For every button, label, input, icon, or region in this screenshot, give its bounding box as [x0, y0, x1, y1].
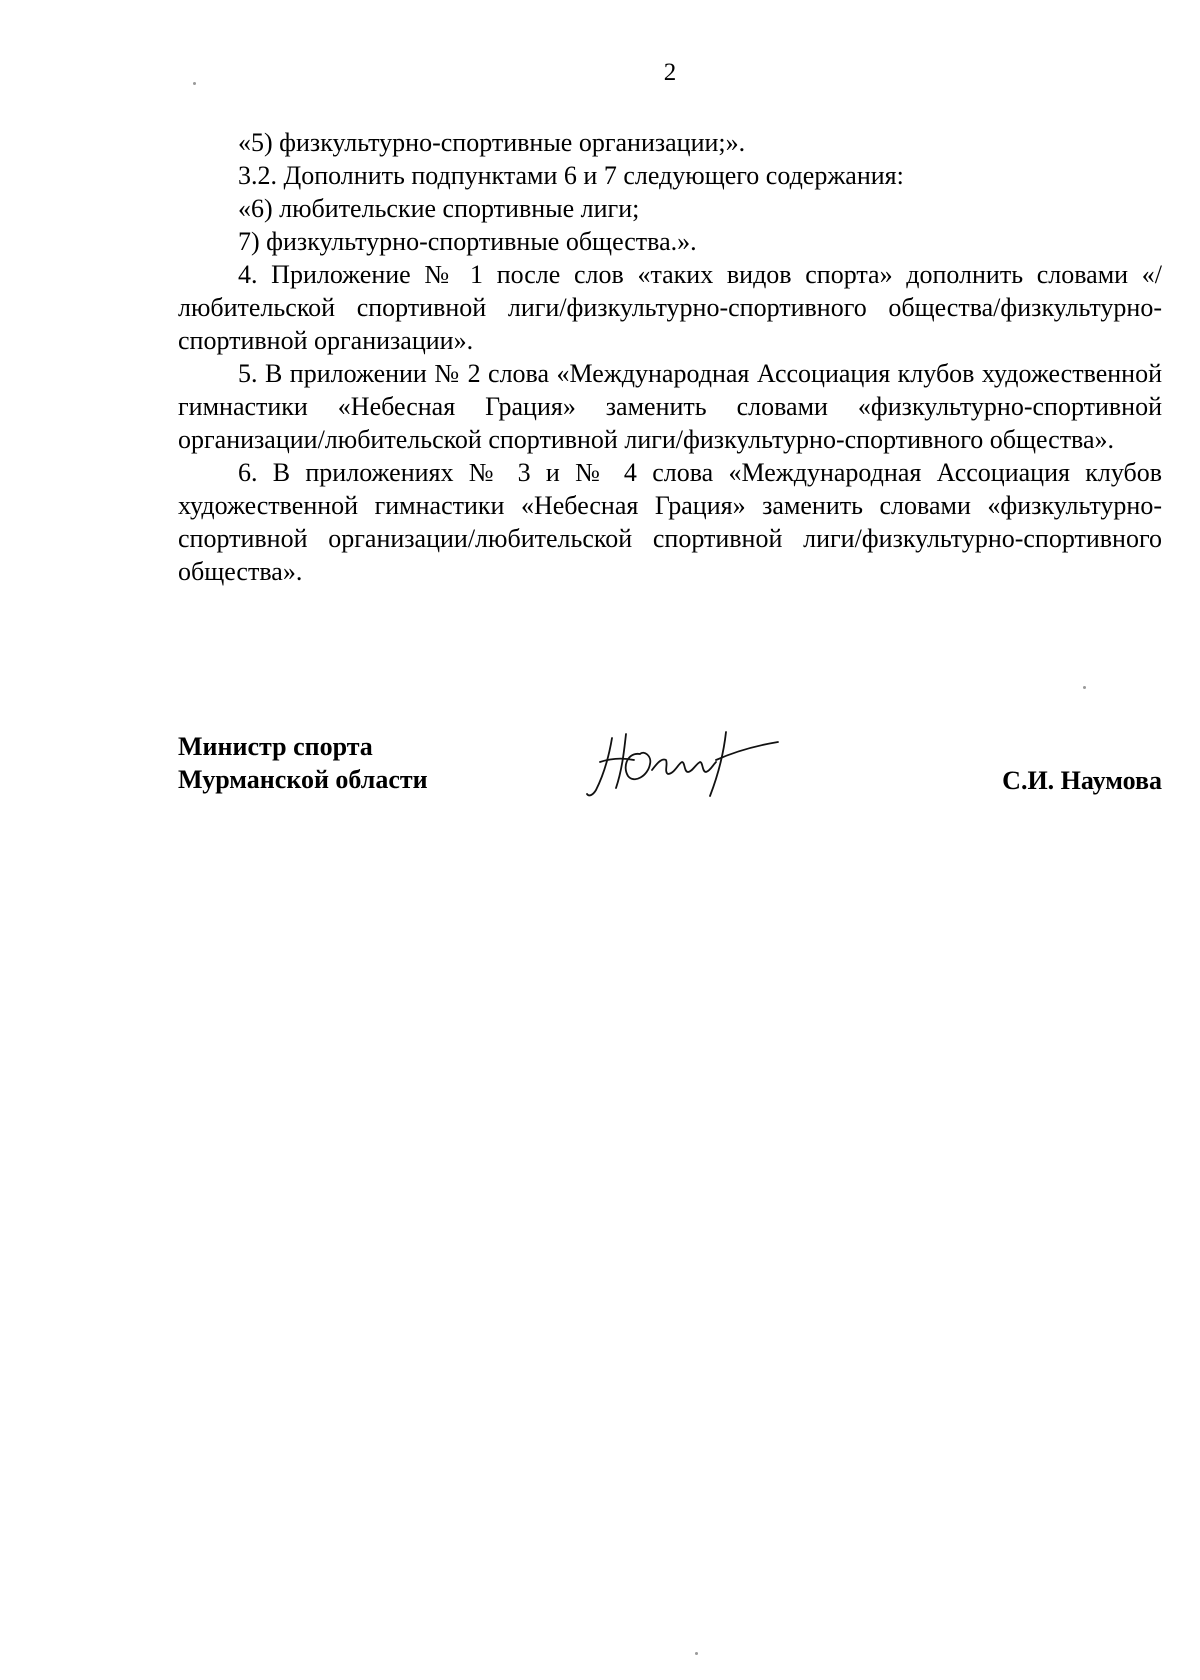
scan-speck-mark — [193, 82, 196, 85]
signer-position-line-2: Мурманской области — [178, 765, 428, 794]
signer-name: С.И. Наумова — [1002, 766, 1162, 795]
page-number: 2 — [663, 59, 677, 86]
paragraph-3-2: 3.2. Дополнить подпунктами 6 и 7 следующего содержания: — [238, 161, 904, 190]
paragraph-item-7: 7) физкультурно-спортивные общества.». — [238, 227, 697, 256]
scan-speck-mark — [1083, 686, 1086, 689]
scan-speck-mark — [695, 1652, 698, 1655]
paragraph-item-5-closing: «5) физкультурно-спортивные организации;». — [238, 128, 746, 157]
signature-block — [178, 730, 1162, 820]
document-body — [178, 126, 1162, 588]
paragraph-5: 5. В приложении № 2 слова «Международная Ассоциация клубов художественной гимнастики «Небесная Грация» заменить словами «физкультурно-спортивной организации/любительской спортивной лиги/физкультурно-спортивного общества». — [178, 359, 1162, 454]
paragraph-item-6: «6) любительские спортивные лиги; — [238, 194, 640, 223]
handwritten-signature-icon — [582, 718, 782, 800]
paragraph-4: 4. Приложение № 1 после слов «таких видов спорта» дополнить словами «/любительской спортивной лиги/физкультурно-спортивного общества/физкультурно-спортивной организации». — [178, 260, 1162, 355]
signer-position — [178, 730, 428, 796]
paragraph-6: 6. В приложениях № 3 и № 4 слова «Международная Ассоциация клубов художественной гимнастики «Небесная Грация» заменить словами «физкультурно-спортивной организации/любительской спортивной лиги/физкультурно-спортивного общества». — [178, 458, 1162, 586]
signer-position-line-1: Министр спорта — [178, 732, 373, 761]
